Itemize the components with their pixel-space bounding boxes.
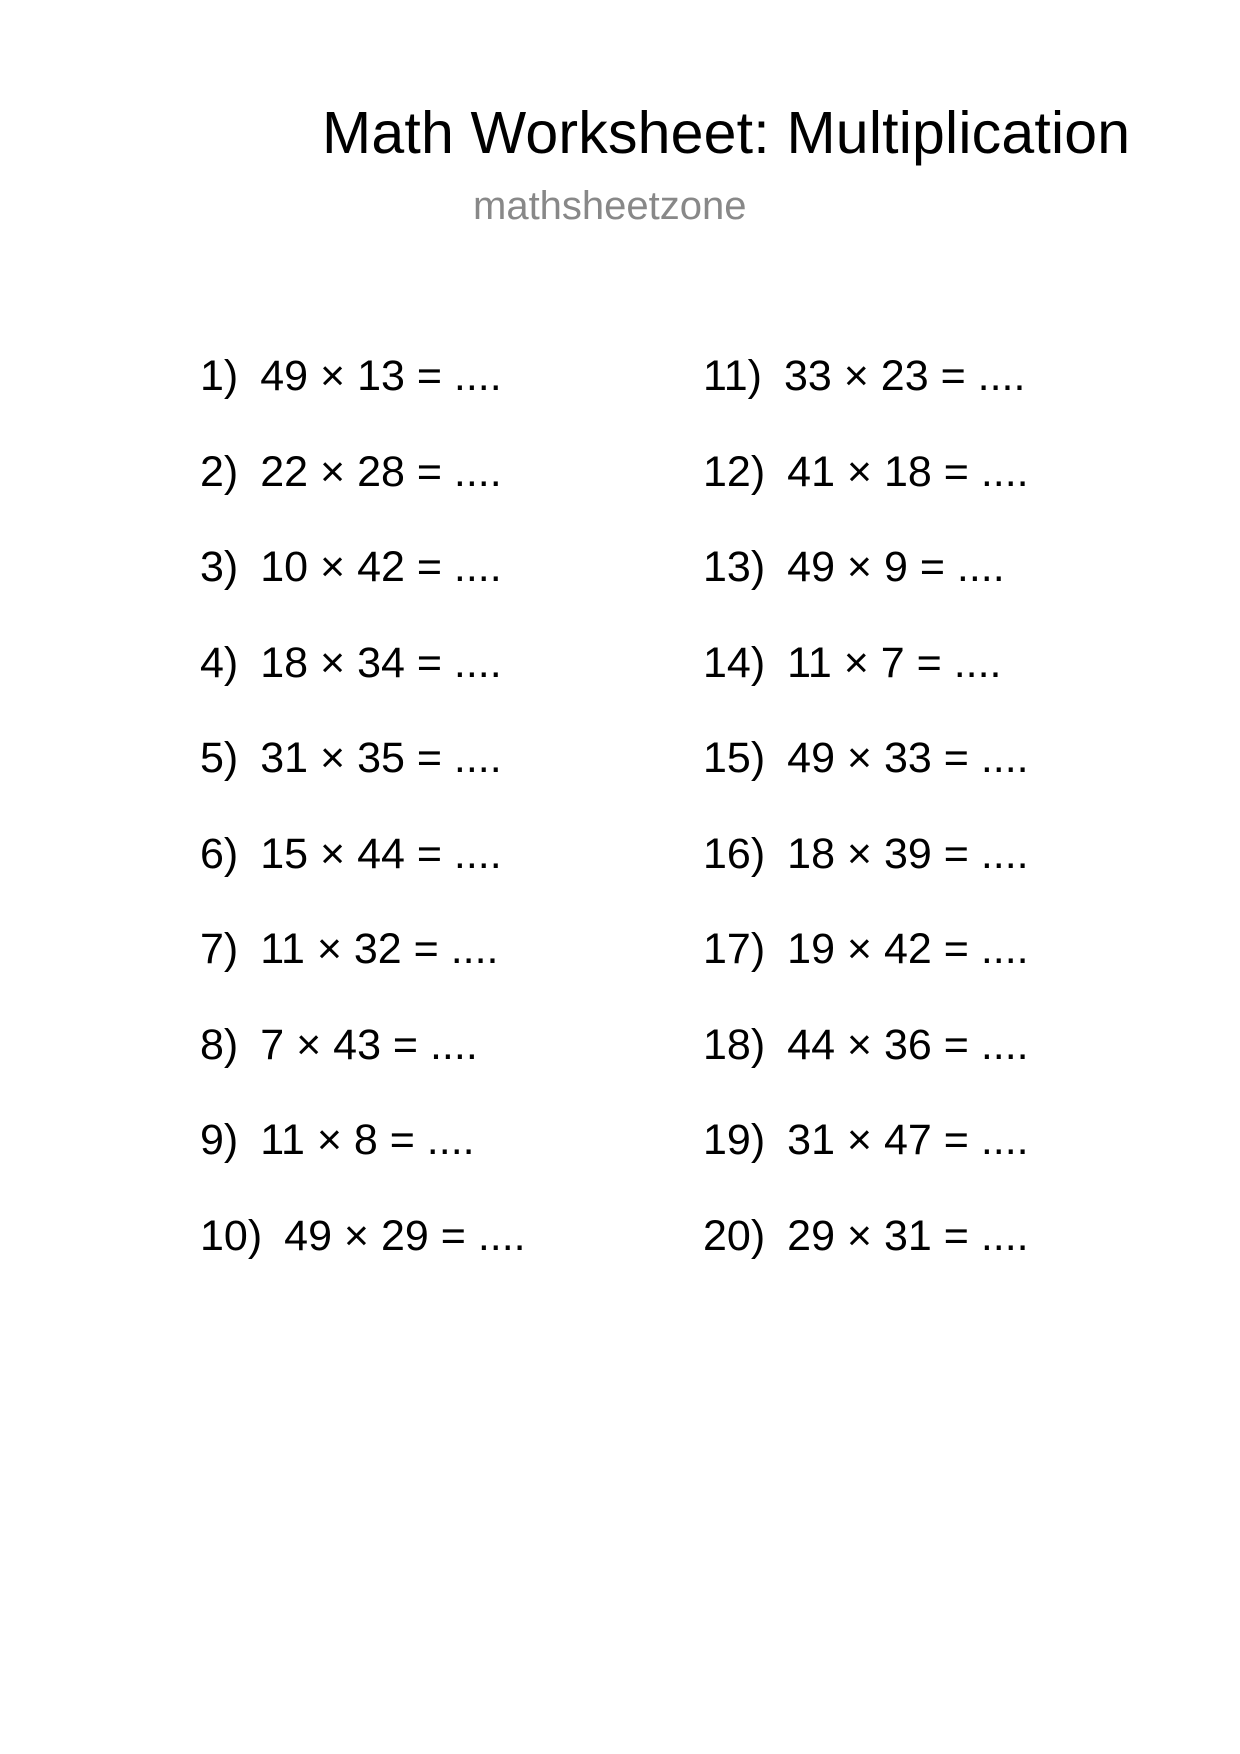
problem-item — [200, 828, 526, 924]
problem-item — [200, 1114, 526, 1210]
problem-expression: 31 × 35 = .... — [260, 734, 502, 782]
problem-item — [200, 446, 526, 542]
problem-item — [200, 637, 526, 733]
problem-item — [200, 732, 526, 828]
problem-expression: 7 × 43 = .... — [260, 1020, 478, 1069]
problem-number: 7) — [200, 925, 239, 973]
problem-number: 12) — [703, 447, 766, 496]
problem-item — [200, 541, 526, 637]
problem-number: 6) — [200, 829, 239, 878]
problem-expression: 49 × 13 = .... — [260, 352, 502, 400]
problem-column-left — [200, 350, 526, 1305]
problem-item — [703, 637, 1029, 733]
problem-number: 17) — [703, 925, 766, 973]
problem-item — [703, 1114, 1029, 1210]
problem-number: 8) — [200, 1020, 239, 1069]
problem-column-right — [703, 350, 1029, 1305]
problem-expression: 22 × 28 = .... — [260, 447, 502, 496]
problem-item — [703, 350, 1029, 446]
problem-expression: 18 × 39 = .... — [787, 829, 1029, 878]
problem-item — [703, 541, 1029, 637]
problem-number: 1) — [200, 352, 239, 400]
problem-expression: 15 × 44 = .... — [260, 829, 502, 878]
problem-expression: 10 × 42 = .... — [260, 543, 502, 591]
problem-item — [703, 446, 1029, 542]
problem-item — [703, 732, 1029, 828]
problem-number: 2) — [200, 447, 239, 496]
problem-item — [200, 1019, 526, 1115]
problem-number: 19) — [703, 1116, 766, 1164]
problem-number: 5) — [200, 734, 239, 782]
problem-expression: 11 × 32 = .... — [260, 925, 499, 973]
problem-expression: 49 × 29 = .... — [284, 1211, 526, 1260]
problem-number: 13) — [703, 543, 766, 591]
problem-item — [200, 1210, 526, 1306]
problem-expression: 33 × 23 = .... — [783, 352, 1026, 400]
problem-item — [200, 350, 526, 446]
page-title: Math Worksheet: Multiplication — [322, 100, 1131, 166]
problem-number: 15) — [703, 734, 766, 782]
problem-expression: 11 × 8 = .... — [260, 1116, 475, 1164]
problem-number: 10) — [200, 1211, 263, 1260]
problem-expression: 41 × 18 = .... — [787, 447, 1029, 496]
problem-number: 9) — [200, 1116, 239, 1164]
page-subtitle: mathsheetzone — [473, 184, 747, 228]
problem-grid — [0, 350, 1240, 1300]
problem-item — [703, 923, 1029, 1019]
problem-number: 18) — [703, 1020, 766, 1069]
problem-item — [703, 1210, 1029, 1306]
problem-number: 11) — [703, 352, 762, 400]
problem-item — [703, 1019, 1029, 1115]
problem-number: 4) — [200, 638, 239, 687]
problem-number: 16) — [703, 829, 766, 878]
problem-expression: 31 × 47 = .... — [787, 1116, 1029, 1164]
problem-number: 20) — [703, 1211, 766, 1260]
problem-item — [703, 828, 1029, 924]
problem-number: 14) — [703, 638, 766, 687]
problem-expression: 18 × 34 = .... — [260, 638, 502, 687]
problem-expression: 44 × 36 = .... — [787, 1020, 1029, 1069]
problem-number: 3) — [200, 543, 239, 591]
problem-expression: 29 × 31 = .... — [787, 1211, 1029, 1260]
problem-expression: 11 × 7 = .... — [787, 638, 1002, 687]
problem-expression: 19 × 42 = .... — [787, 925, 1029, 973]
problem-expression: 49 × 33 = .... — [787, 734, 1029, 782]
problem-item — [200, 923, 526, 1019]
problem-expression: 49 × 9 = .... — [787, 543, 1005, 591]
